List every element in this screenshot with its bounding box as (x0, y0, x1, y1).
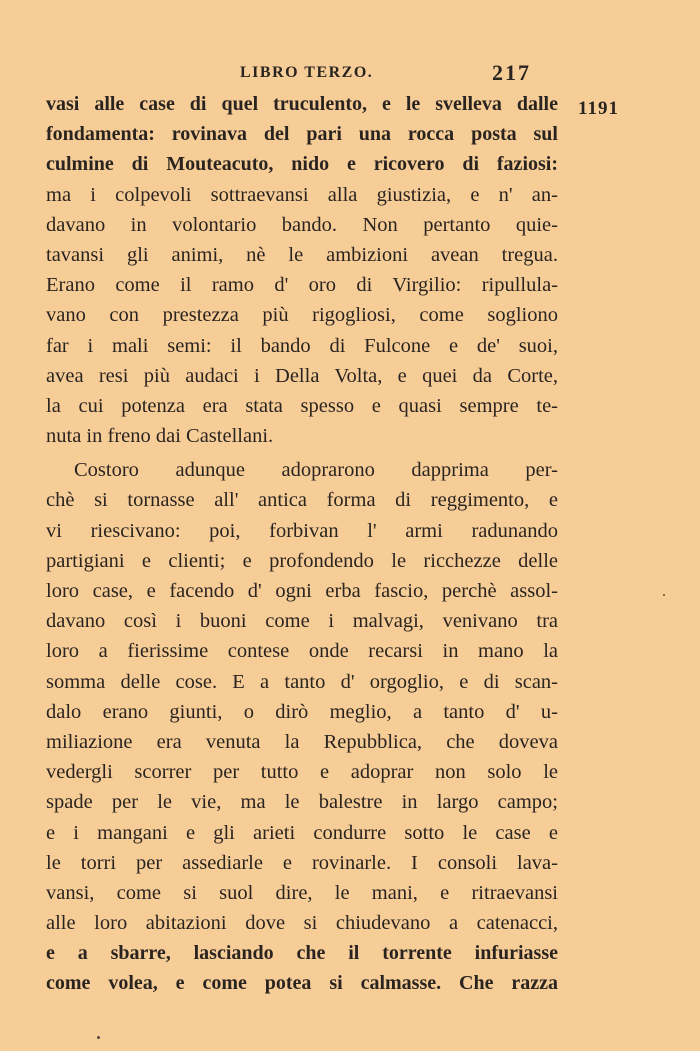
print-speck (97, 1036, 100, 1039)
text-line: come volea, e come potea si calmasse. Che razza (46, 972, 558, 995)
text-line: fondamenta: rovinava del pari una rocca posta sul (46, 123, 558, 146)
text-line: Erano come il ramo d' oro di Virgilio: ripullula- (46, 274, 558, 297)
text-line: e i mangani e gli arieti condurre sotto le case e (46, 821, 558, 844)
margin-year-note: 1191 (578, 98, 619, 119)
body-text (46, 89, 558, 999)
text-line: Costoro adunque adoprarono dapprima per- (74, 459, 558, 482)
text-line: vasi alle case di quel truculento, e le svelleva dalle (46, 93, 558, 115)
text-line: loro case, e facendo d' ogni erba fascio, perchè assol- (46, 580, 558, 602)
paragraph (46, 455, 558, 998)
text-line: ma i colpevoli sottraevansi alla giustizia, e n' an- (46, 183, 558, 206)
text-line: loro a fierissime contese onde recarsi in mano la (46, 640, 558, 663)
text-line: culmine di Mouteacuto, nido e ricovero di faziosi: (46, 153, 558, 176)
text-line: e a sbarre, lasciando che il torrente infuriasse (46, 942, 558, 965)
paragraph (46, 89, 558, 451)
text-line: vansi, come si suol dire, le mani, e ritraevansi (46, 881, 558, 904)
text-line: miliazione era venuta la Repubblica, che doveva (46, 730, 558, 753)
text-line: nuta in freno dai Castellani. (46, 425, 274, 448)
text-line: tavansi gli animi, nè le ambizioni avean tregua. (46, 243, 558, 266)
text-line: le torri per assediarle e rovinarle. I consoli lava- (46, 851, 558, 874)
text-line: far i mali semi: il bando di Fulcone e de' suoi, (46, 334, 558, 357)
text-line: vi riescivano: poi, forbivan l' armi radunando (46, 519, 558, 542)
text-line: alle loro abitazioni dove si chiudevano a catenacci, (46, 912, 558, 935)
text-line: davano così i buoni come i malvagi, venivano tra (46, 610, 558, 633)
print-speck (663, 594, 665, 596)
text-line: somma delle cose. E a tanto d' orgoglio, e di scan- (46, 670, 558, 693)
text-line: spade per le vie, ma le balestre in largo campo; (46, 791, 558, 814)
text-line: vano con prestezza più rigogliosi, come sogliono (46, 304, 558, 327)
text-line: davano in volontario bando. Non pertanto quie- (46, 213, 558, 236)
text-line: dalo erano giunti, o dirò meglio, a tanto d' u- (46, 700, 558, 723)
text-line: vedergli scorrer per tutto e adoprar non solo le (46, 761, 558, 784)
text-line: avea resi più audaci i Della Volta, e quei da Corte, (46, 364, 558, 387)
text-line: chè si tornasse all' antica forma di reggimento, e (46, 489, 558, 512)
text-line: la cui potenza era stata spesso e quasi sempre te- (46, 394, 558, 417)
page-header (0, 60, 700, 88)
text-line: partigiani e clienti; e profondendo le ricchezze delle (46, 549, 558, 572)
running-title: LIBRO TERZO. (240, 64, 374, 81)
page-number: 217 (492, 60, 531, 85)
